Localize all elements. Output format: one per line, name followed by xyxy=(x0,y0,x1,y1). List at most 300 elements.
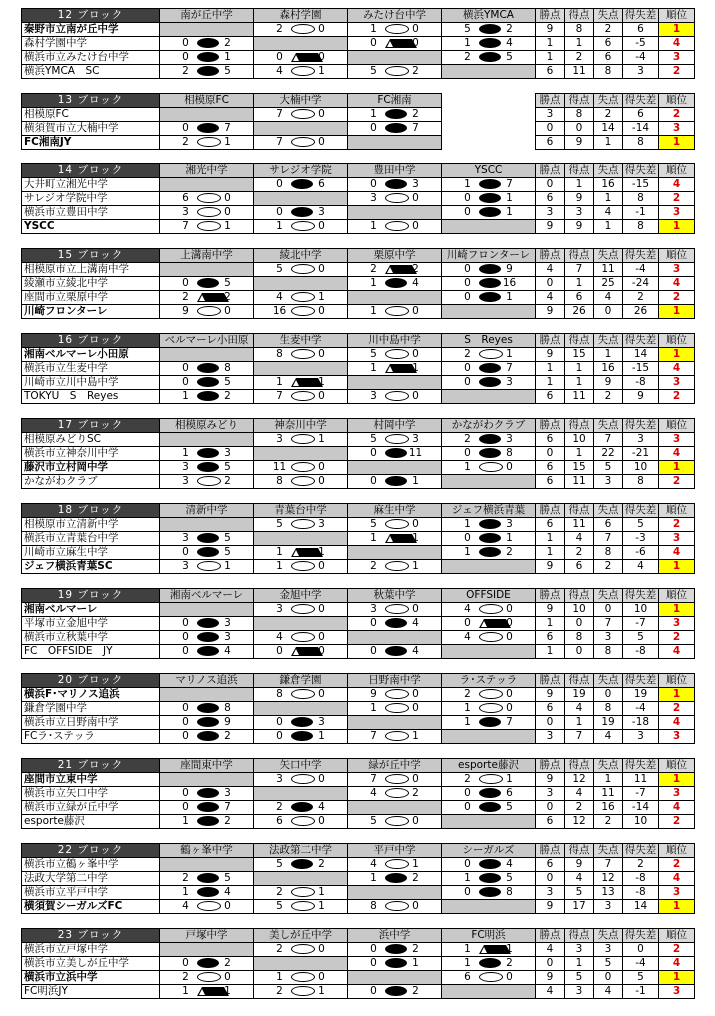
match-result-cell xyxy=(254,390,348,404)
loss-mark-icon xyxy=(479,859,501,869)
match-result-cell xyxy=(254,603,348,617)
opponent-header: 鎌倉学園 xyxy=(254,674,348,688)
score-for: 1 xyxy=(182,815,189,827)
loss-mark-icon xyxy=(197,887,219,897)
score-against: 5 xyxy=(224,277,231,289)
score-against: 0 xyxy=(412,23,419,35)
result-mark xyxy=(479,23,499,36)
rank-cell: 4 xyxy=(659,872,695,886)
points-cell: 3 xyxy=(536,787,565,801)
points-cell: 4 xyxy=(536,943,565,957)
match-result-cell xyxy=(348,447,442,461)
result-mark xyxy=(291,546,311,559)
result-mark xyxy=(479,348,499,361)
score-against: 0 xyxy=(318,136,325,148)
team-name: 横浜市立戸塚中学 xyxy=(22,943,160,957)
loss-mark-icon xyxy=(385,123,407,133)
loss-mark-icon xyxy=(197,448,219,458)
points-cell: 3 xyxy=(536,886,565,900)
score-against: 0 xyxy=(412,192,419,204)
result-mark xyxy=(291,136,311,149)
score-against: 5 xyxy=(224,461,231,473)
score-for: 1 xyxy=(182,447,189,459)
goals-against-cell: 0 xyxy=(594,603,623,617)
loss-mark-icon xyxy=(197,731,219,741)
stat-header: 順位 xyxy=(659,249,695,263)
stat-header: 失点 xyxy=(594,929,623,943)
match-result-cell xyxy=(254,136,348,150)
score-against: 0 xyxy=(318,560,325,572)
score-for: 0 xyxy=(464,376,471,388)
match-result-cell xyxy=(348,872,442,886)
score-against: 8 xyxy=(224,702,231,714)
result-mark xyxy=(385,277,405,290)
team-row xyxy=(22,136,695,150)
score-against: 1 xyxy=(318,985,325,997)
stat-header: 失点 xyxy=(594,674,623,688)
points-cell: 0 xyxy=(536,716,565,730)
points-cell: 9 xyxy=(536,773,565,787)
score-against: 9 xyxy=(224,716,231,728)
team-row xyxy=(22,957,695,971)
match-result-cell xyxy=(254,433,348,447)
empty-cell xyxy=(442,108,536,122)
rank-cell: 2 xyxy=(659,192,695,206)
result-mark xyxy=(479,546,499,559)
match-result-cell xyxy=(348,37,442,51)
match-result-cell xyxy=(348,560,442,574)
loss-mark-icon xyxy=(385,646,407,656)
result-mark xyxy=(479,716,499,729)
goals-against-cell: 8 xyxy=(594,65,623,79)
opponent-header: 座間東中学 xyxy=(160,759,254,773)
points-cell: 1 xyxy=(536,645,565,659)
rank-cell: 1 xyxy=(659,305,695,319)
self-match-cell xyxy=(160,108,254,122)
score-for: 0 xyxy=(464,801,471,813)
goals-for-cell: 9 xyxy=(565,858,594,872)
stat-header: 得失差 xyxy=(623,929,659,943)
score-for: 3 xyxy=(276,773,283,785)
points-cell: 9 xyxy=(536,348,565,362)
loss-mark-icon xyxy=(479,519,501,529)
result-mark xyxy=(197,447,217,460)
score-for: 1 xyxy=(370,532,377,544)
team-name: 横浜市立生麦中学 xyxy=(22,362,160,376)
match-result-cell xyxy=(254,108,348,122)
score-against: 0 xyxy=(412,390,419,402)
stat-header: 失点 xyxy=(594,164,623,178)
goals-for-cell: 10 xyxy=(565,433,594,447)
score-against: 1 xyxy=(506,291,513,303)
header-row xyxy=(22,589,695,603)
self-match-cell xyxy=(348,206,442,220)
empty-cell xyxy=(442,136,536,150)
rank-cell: 1 xyxy=(659,603,695,617)
result-mark xyxy=(479,263,499,276)
goals-against-cell: 1 xyxy=(594,348,623,362)
result-mark xyxy=(479,702,499,715)
points-cell: 6 xyxy=(536,192,565,206)
stat-header: 勝点 xyxy=(536,419,565,433)
header-row xyxy=(22,164,695,178)
team-row xyxy=(22,985,695,999)
loss-mark-icon xyxy=(197,391,219,401)
loss-mark-icon xyxy=(197,66,219,76)
block-title: 17 ブロック xyxy=(22,419,160,433)
points-cell: 9 xyxy=(536,900,565,914)
match-result-cell xyxy=(348,532,442,546)
match-result-cell xyxy=(160,362,254,376)
draw-mark-icon xyxy=(197,293,229,302)
self-match-cell xyxy=(348,716,442,730)
rank-cell: 1 xyxy=(659,971,695,985)
goals-against-cell: 16 xyxy=(594,362,623,376)
points-cell: 6 xyxy=(536,858,565,872)
points-cell: 1 xyxy=(536,617,565,631)
team-name: 横浜市立美しが丘中学 xyxy=(22,957,160,971)
team-name: かながわクラブ xyxy=(22,475,160,489)
score-against: 3 xyxy=(224,617,231,629)
rank-cell: 3 xyxy=(659,433,695,447)
team-name: 座間市立栗原中学 xyxy=(22,291,160,305)
result-mark xyxy=(197,362,217,375)
self-match-cell xyxy=(254,447,348,461)
team-row xyxy=(22,900,695,914)
score-against: 0 xyxy=(318,390,325,402)
match-result-cell xyxy=(442,178,536,192)
result-mark xyxy=(385,872,405,885)
result-mark xyxy=(291,51,311,64)
score-against: 0 xyxy=(318,220,325,232)
stat-header: 勝点 xyxy=(536,759,565,773)
goal-diff-cell: -24 xyxy=(623,277,659,291)
team-name: 横浜市立緑が丘中学 xyxy=(22,801,160,815)
stat-header: 得失差 xyxy=(623,589,659,603)
goals-for-cell: 19 xyxy=(565,688,594,702)
goals-for-cell: 12 xyxy=(565,773,594,787)
result-mark xyxy=(197,631,217,644)
match-result-cell xyxy=(254,263,348,277)
standings-table xyxy=(21,928,695,999)
result-mark xyxy=(291,688,311,701)
score-for: 0 xyxy=(464,206,471,218)
team-name: サレジオ学院中学 xyxy=(22,192,160,206)
result-mark xyxy=(197,801,217,814)
stat-header: 順位 xyxy=(659,504,695,518)
goal-diff-cell: 3 xyxy=(623,730,659,744)
self-match-cell xyxy=(442,220,536,234)
goals-for-cell: 0 xyxy=(565,122,594,136)
score-for: 1 xyxy=(464,957,471,969)
team-row xyxy=(22,461,695,475)
score-for: 3 xyxy=(370,603,377,615)
result-mark xyxy=(197,51,217,64)
rank-cell: 2 xyxy=(659,815,695,829)
loss-mark-icon xyxy=(479,292,501,302)
match-result-cell xyxy=(348,943,442,957)
score-for: 0 xyxy=(182,37,189,49)
self-match-cell xyxy=(442,475,536,489)
goal-diff-cell: 26 xyxy=(623,305,659,319)
goals-for-cell: 0 xyxy=(565,645,594,659)
score-against: 1 xyxy=(506,206,513,218)
stat-header: 得点 xyxy=(565,164,594,178)
match-result-cell xyxy=(442,518,536,532)
goal-diff-cell: 10 xyxy=(623,461,659,475)
goal-diff-cell: -4 xyxy=(623,957,659,971)
score-for: 2 xyxy=(276,801,283,813)
score-for: 5 xyxy=(276,900,283,912)
score-against: 3 xyxy=(224,787,231,799)
score-against: 7 xyxy=(224,122,231,134)
stat-header: 得失差 xyxy=(623,419,659,433)
match-result-cell xyxy=(442,291,536,305)
opponent-header: 栗原中学 xyxy=(348,249,442,263)
score-for: 1 xyxy=(370,702,377,714)
goals-for-cell: 12 xyxy=(565,815,594,829)
match-result-cell xyxy=(348,305,442,319)
result-mark xyxy=(479,801,499,814)
stat-header: 順位 xyxy=(659,929,695,943)
points-cell: 1 xyxy=(536,376,565,390)
score-against: 0 xyxy=(412,37,419,49)
score-for: 5 xyxy=(370,433,377,445)
team-row xyxy=(22,730,695,744)
rank-cell: 1 xyxy=(659,560,695,574)
goals-against-cell: 14 xyxy=(594,122,623,136)
goal-diff-cell: -18 xyxy=(623,716,659,730)
rank-cell: 2 xyxy=(659,631,695,645)
score-for: 2 xyxy=(182,971,189,983)
match-result-cell xyxy=(442,631,536,645)
goal-diff-cell: -8 xyxy=(623,645,659,659)
score-against: 1 xyxy=(412,858,419,870)
match-result-cell xyxy=(160,51,254,65)
score-against: 1 xyxy=(412,475,419,487)
loss-mark-icon xyxy=(479,207,501,217)
rank-cell: 2 xyxy=(659,65,695,79)
match-result-cell xyxy=(348,108,442,122)
rank-cell: 3 xyxy=(659,886,695,900)
score-for: 4 xyxy=(464,603,471,615)
rank-cell: 1 xyxy=(659,461,695,475)
points-cell: 9 xyxy=(536,688,565,702)
opponent-header: YSCC xyxy=(442,164,536,178)
score-for: 6 xyxy=(182,192,189,204)
score-for: 2 xyxy=(182,136,189,148)
opponent-header: 森村学園 xyxy=(254,9,348,23)
loss-mark-icon xyxy=(385,986,407,996)
self-match-cell xyxy=(160,518,254,532)
score-for: 0 xyxy=(276,716,283,728)
match-result-cell xyxy=(442,943,536,957)
result-mark xyxy=(291,433,311,446)
team-row xyxy=(22,51,695,65)
opponent-header: 生麦中学 xyxy=(254,334,348,348)
stat-header: 勝点 xyxy=(536,589,565,603)
score-against: 0 xyxy=(318,108,325,120)
score-against: 4 xyxy=(412,617,419,629)
opponent-header: シーガルズ xyxy=(442,844,536,858)
score-against: 8 xyxy=(224,362,231,374)
standings-table xyxy=(21,758,695,829)
match-result-cell xyxy=(160,277,254,291)
points-cell: 0 xyxy=(536,801,565,815)
score-against: 3 xyxy=(412,178,419,190)
self-match-cell xyxy=(254,277,348,291)
match-result-cell xyxy=(160,787,254,801)
match-result-cell xyxy=(160,206,254,220)
score-against: 5 xyxy=(224,532,231,544)
rank-cell: 3 xyxy=(659,263,695,277)
goals-for-cell: 7 xyxy=(565,263,594,277)
match-result-cell xyxy=(160,475,254,489)
team-name: 横浜市立矢口中学 xyxy=(22,787,160,801)
score-against: 2 xyxy=(224,291,231,303)
score-for: 5 xyxy=(276,858,283,870)
match-result-cell xyxy=(442,773,536,787)
rank-cell: 4 xyxy=(659,716,695,730)
goals-for-cell: 8 xyxy=(565,23,594,37)
match-result-cell xyxy=(348,475,442,489)
score-for: 0 xyxy=(182,702,189,714)
goal-diff-cell: 6 xyxy=(623,108,659,122)
stat-header: 得点 xyxy=(565,844,594,858)
result-mark xyxy=(479,277,499,290)
team-row xyxy=(22,532,695,546)
result-mark xyxy=(291,886,311,899)
result-mark xyxy=(479,178,499,191)
score-against: 2 xyxy=(412,985,419,997)
self-match-cell xyxy=(442,305,536,319)
match-result-cell xyxy=(160,631,254,645)
header-row xyxy=(22,504,695,518)
result-mark xyxy=(291,900,311,913)
team-name: FC湘南JY xyxy=(22,136,160,150)
result-mark xyxy=(479,447,499,460)
score-against: 0 xyxy=(412,220,419,232)
points-cell: 9 xyxy=(536,603,565,617)
self-match-cell xyxy=(254,872,348,886)
match-result-cell xyxy=(348,858,442,872)
match-result-cell xyxy=(254,815,348,829)
result-mark xyxy=(291,390,311,403)
score-against: 4 xyxy=(318,801,325,813)
goals-against-cell: 2 xyxy=(594,23,623,37)
goal-diff-cell: -1 xyxy=(623,206,659,220)
score-for: 1 xyxy=(464,716,471,728)
loss-mark-icon xyxy=(479,377,501,387)
draw-mark-icon xyxy=(385,39,417,48)
result-mark xyxy=(385,108,405,121)
goals-for-cell: 1 xyxy=(565,716,594,730)
match-result-cell xyxy=(160,801,254,815)
self-match-cell xyxy=(160,348,254,362)
score-against: 2 xyxy=(412,108,419,120)
score-against: 2 xyxy=(224,37,231,49)
score-against: 2 xyxy=(224,390,231,402)
result-mark xyxy=(479,376,499,389)
loss-mark-icon xyxy=(197,717,219,727)
result-mark xyxy=(385,362,405,375)
empty-header-cell xyxy=(442,94,536,108)
team-row xyxy=(22,475,695,489)
stat-header: 順位 xyxy=(659,419,695,433)
rank-cell: 2 xyxy=(659,475,695,489)
score-for: 7 xyxy=(182,220,189,232)
score-against: 0 xyxy=(506,631,513,643)
goal-diff-cell: 8 xyxy=(623,220,659,234)
score-against: 7 xyxy=(506,178,513,190)
match-result-cell xyxy=(160,532,254,546)
match-result-cell xyxy=(348,263,442,277)
goals-for-cell: 2 xyxy=(565,51,594,65)
goal-diff-cell: -21 xyxy=(623,447,659,461)
score-for: 4 xyxy=(276,631,283,643)
result-mark xyxy=(479,617,499,630)
match-result-cell xyxy=(254,206,348,220)
score-against: 2 xyxy=(506,546,513,558)
goals-for-cell: 11 xyxy=(565,65,594,79)
score-against: 0 xyxy=(506,702,513,714)
goals-against-cell: 8 xyxy=(594,702,623,716)
draw-mark-icon xyxy=(291,647,323,656)
match-result-cell xyxy=(160,971,254,985)
result-mark xyxy=(197,390,217,403)
block-table xyxy=(21,93,694,150)
opponent-header: 湘光中学 xyxy=(160,164,254,178)
goals-against-cell: 11 xyxy=(594,787,623,801)
team-name: 横浜F･マリノス追浜 xyxy=(22,688,160,702)
result-mark xyxy=(479,461,499,474)
rank-cell: 4 xyxy=(659,957,695,971)
match-result-cell xyxy=(160,390,254,404)
result-mark xyxy=(479,291,499,304)
result-mark xyxy=(385,900,405,913)
score-against: 1 xyxy=(318,900,325,912)
score-against: 0 xyxy=(412,305,419,317)
points-cell: 0 xyxy=(536,122,565,136)
goals-against-cell: 5 xyxy=(594,957,623,971)
block-title: 23 ブロック xyxy=(22,929,160,943)
result-mark xyxy=(197,971,217,984)
draw-mark-icon xyxy=(479,619,511,628)
loss-mark-icon xyxy=(385,448,407,458)
result-mark xyxy=(197,291,217,304)
result-mark xyxy=(291,376,311,389)
loss-mark-icon xyxy=(479,38,501,48)
score-against: 2 xyxy=(506,23,513,35)
points-cell: 6 xyxy=(536,433,565,447)
match-result-cell xyxy=(348,122,442,136)
score-for: 0 xyxy=(182,546,189,558)
points-cell: 6 xyxy=(536,815,565,829)
score-for: 7 xyxy=(370,730,377,742)
score-against: 5 xyxy=(506,51,513,63)
standings-table xyxy=(21,93,695,150)
rank-cell: 4 xyxy=(659,362,695,376)
score-for: 3 xyxy=(182,461,189,473)
goal-diff-cell: -1 xyxy=(623,985,659,999)
stat-header: 得点 xyxy=(565,334,594,348)
rank-cell: 1 xyxy=(659,900,695,914)
score-against: 0 xyxy=(224,192,231,204)
self-match-cell xyxy=(254,122,348,136)
goal-diff-cell: 8 xyxy=(623,192,659,206)
opponent-header: ラ･ステッラ xyxy=(442,674,536,688)
self-match-cell xyxy=(348,291,442,305)
